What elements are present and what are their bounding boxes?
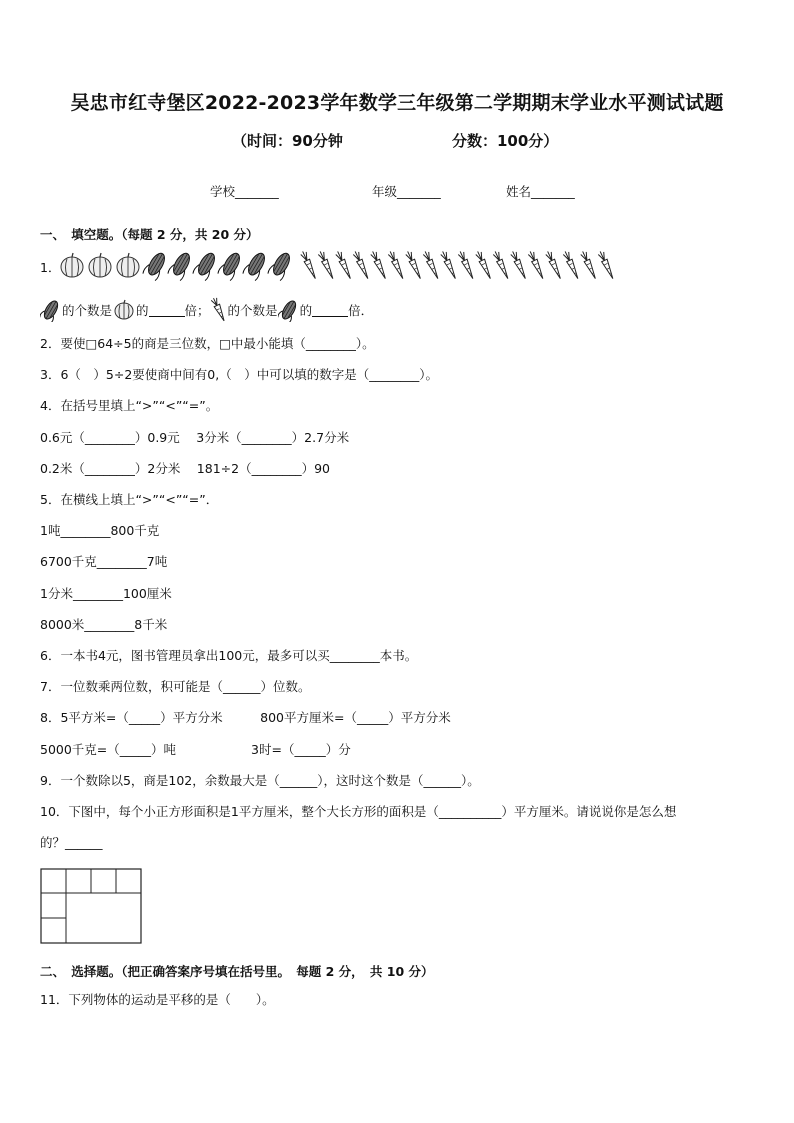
question-4-row-1: 0.6元（________）0.9元 3分米（________）2.7分米 <box>40 430 350 445</box>
carrot-icon <box>210 297 228 323</box>
q1-answer-blank-2[interactable] <box>312 304 348 317</box>
carrot-icon <box>440 250 458 280</box>
q1-number: 1． <box>40 260 61 275</box>
corn-icon <box>217 250 244 281</box>
question-5-row-2: 6700千克________7吨 <box>40 554 168 569</box>
section-2-header: 二、 选择题。（把正确答案序号填在括号里。 每题 2 分， 共 10 分） <box>40 964 434 979</box>
question-11: 11．下列物体的运动是平移的是（ ）。 <box>40 992 275 1007</box>
carrot-icon <box>335 250 353 280</box>
question-8-row-1: 8．5平方米=（_____）平方分米 800平方厘米=（_____）平方分米 <box>40 710 451 725</box>
corn-icon <box>278 298 300 322</box>
carrot-icon <box>510 250 528 280</box>
question-3: 3．6（ ）5÷2要使商中间有0,（ ）中可以填的数字是（________）。 <box>40 367 438 382</box>
question-10-line-1: 10．下图中，每个小正方形面积是1平方厘米，整个大长方形的面积是（__________）平方厘米。请说说你是怎么想 <box>40 804 677 819</box>
q1-text-a: 的个数是 <box>62 303 113 318</box>
q1-text-f: 倍． <box>348 303 374 318</box>
carrot-icon <box>475 250 493 280</box>
corn-icon <box>40 298 62 322</box>
q1-text-d: 的个数是 <box>227 303 278 318</box>
question-2: 2．要使□64÷5的商是三位数，□中最小能填（________）。 <box>40 336 375 351</box>
carrot-icon <box>405 250 423 280</box>
page-title: 吴忠市红寺堡区2022-2023学年数学三年级第二学期期末学业水平测试试题 <box>70 92 724 114</box>
question-7: 7．一位数乘两位数，积可能是（______）位数。 <box>40 679 311 694</box>
carrot-icon <box>580 250 598 280</box>
exam-time: （时间：90分钟 <box>232 132 343 150</box>
exam-score: 分数：100分） <box>452 132 559 150</box>
carrot-icon <box>370 250 388 280</box>
q1-text-b: 的 <box>136 303 149 318</box>
q1-icons-row <box>60 248 620 282</box>
question-5: 5．在横线上填上“>”“<”“=”． <box>40 492 219 507</box>
name-field[interactable]: 姓名_______ <box>506 184 575 199</box>
question-6: 6．一本书4元，图书管理员拿出100元，最多可以买________本书。 <box>40 648 418 663</box>
carrot-icon <box>422 250 440 280</box>
q1-icon-strip <box>60 248 620 282</box>
q1-text-c: 倍； <box>184 303 210 318</box>
question-4: 4．在括号里填上“>”“<”“=”。 <box>40 398 219 413</box>
question-4-row-2: 0.2米（________）2分米 181÷2（________）90 <box>40 461 330 476</box>
carrot-icon <box>317 250 335 280</box>
q1-answer-blank-1[interactable] <box>149 304 185 317</box>
carrot-icon <box>545 250 563 280</box>
corn-icon <box>242 250 269 281</box>
question-5-row-4: 8000米________8千米 <box>40 617 168 632</box>
question-5-row-1: 1吨________800千克 <box>40 523 160 538</box>
carrot-icon <box>597 250 615 280</box>
question-10-line-2: 的？______ <box>40 835 103 850</box>
question-5-row-3: 1分米________100厘米 <box>40 586 172 601</box>
question-8-row-2: 5000千克=（_____）吨 3时=（_____）分 <box>40 742 351 757</box>
pumpkin-icon <box>89 253 111 277</box>
carrot-icon <box>527 250 545 280</box>
pumpkin-icon <box>113 299 135 321</box>
carrot-icon <box>562 250 580 280</box>
q10-rectangle-figure <box>40 868 144 946</box>
carrot-icon <box>492 250 510 280</box>
q1-question-line <box>40 297 373 323</box>
carrot-icon <box>457 250 475 280</box>
carrot-icon <box>300 250 318 280</box>
corn-icon <box>267 250 294 281</box>
q1-text-e: 的 <box>299 303 313 318</box>
pumpkin-icon <box>61 253 83 277</box>
carrot-icon <box>387 250 405 280</box>
section-1-header: 一、 填空题。（每题 2 分，共 20 分） <box>40 227 259 242</box>
carrot-icon <box>352 250 370 280</box>
school-field[interactable]: 学校_______ <box>210 184 279 199</box>
corn-icon <box>142 250 169 281</box>
corn-icon <box>192 250 219 281</box>
question-9: 9．一个数除以5，商是102，余数最大是（______），这时这个数是（______）。 <box>40 773 480 788</box>
pumpkin-icon <box>117 253 139 277</box>
corn-icon <box>167 250 194 281</box>
grade-field[interactable]: 年级_______ <box>372 184 441 199</box>
